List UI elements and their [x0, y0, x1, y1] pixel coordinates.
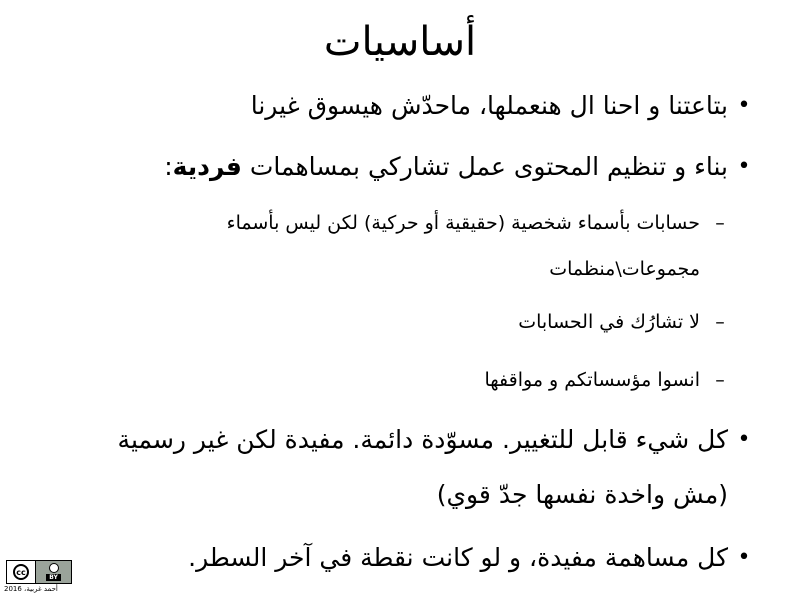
- sub-bullet-marker: –: [715, 212, 725, 234]
- sub-bullet-marker: –: [715, 369, 725, 391]
- bullet-3-line-2: (مش واخدة نفسها جدّ قوي): [436, 480, 728, 509]
- sub-item-1-line-2: مجموعات\منظمات: [549, 258, 700, 280]
- bullet-2-text-start: بناء و تنظيم المحتوى عمل تشاركي بمساهمات: [241, 152, 728, 181]
- sub-item-2-text: لا تشارُك في الحسابات: [518, 311, 700, 333]
- slide-title: أساسيات: [323, 19, 477, 65]
- sub-item-1-line-1: حسابات بأسماء شخصية (حقيقية أو حركية) لكن ليس بأسماء: [226, 212, 700, 234]
- bullet-marker: •: [737, 93, 751, 118]
- bullet-2-text: [164, 150, 728, 184]
- bullet-2-text-end: :: [164, 152, 173, 181]
- bullet-4-text: كل مساهمة مفيدة، و لو كانت نقطة في آخر السطر.: [188, 543, 728, 572]
- bullet-marker: •: [737, 427, 751, 452]
- license-credit: أحمد غربية، 2016: [4, 585, 58, 593]
- bullet-1-text: بتاعتنا و احنا ال هنعملها، ماحدّش هيسوق غيرنا: [250, 91, 728, 120]
- cc-by-icon: [6, 560, 72, 584]
- cc-label: cc: [13, 564, 29, 580]
- attribution-person-icon: [49, 563, 59, 573]
- bullet-marker: •: [737, 545, 751, 570]
- sub-item-3-text: انسوا مؤسساتكم و مواقفها: [484, 369, 700, 391]
- bullet-marker: •: [737, 154, 751, 179]
- bullet-3-line-1: كل شيء قابل للتغيير. مسوّدة دائمة. مفيدة لكن غير رسمية: [117, 425, 728, 454]
- bullet-2-bold-word: فردية: [172, 152, 242, 181]
- sub-bullet-marker: –: [715, 311, 725, 333]
- by-label: BY: [46, 574, 61, 581]
